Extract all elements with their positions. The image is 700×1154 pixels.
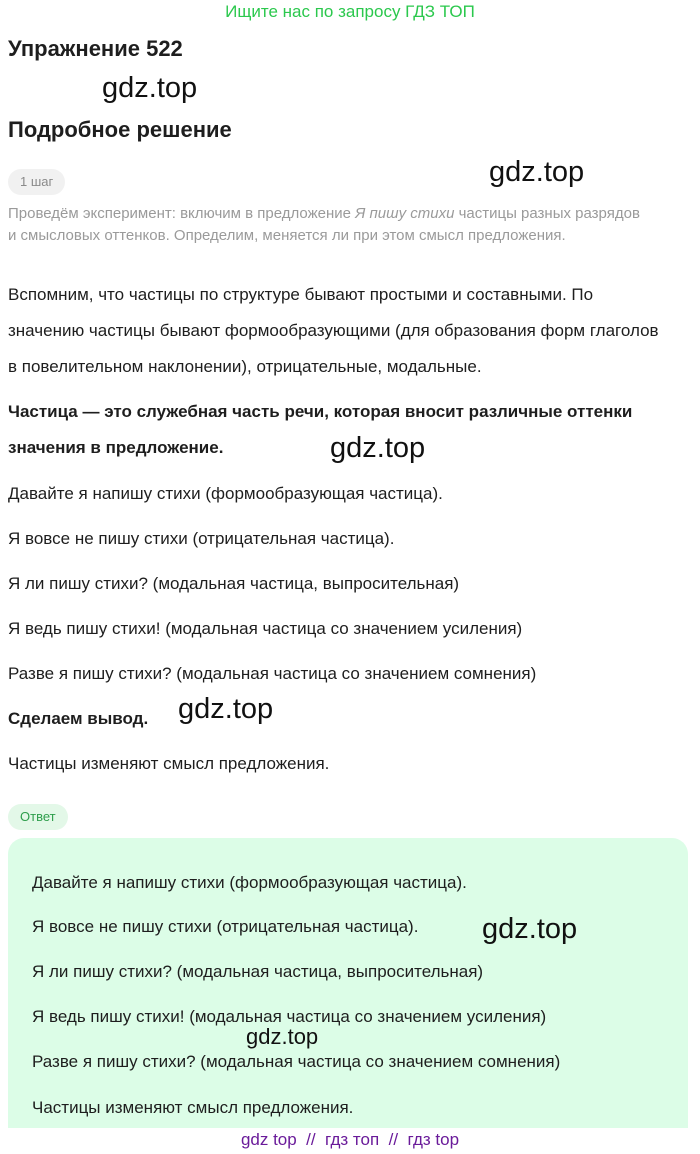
footer-links[interactable]: gdz top // гдз топ // гдз top — [240, 1130, 460, 1149]
answer-line: Разве я пишу стихи? (модальная частица со значением сомнения) — [32, 1052, 561, 1071]
conclusion-text: Частицы изменяют смысл предложения. — [8, 754, 330, 773]
watermark: gdz.top — [482, 913, 578, 945]
watermark: gdz.top — [102, 72, 198, 104]
answer-line: Давайте я напишу стихи (формообразующая частица). — [32, 873, 467, 892]
watermark: gdz.top — [489, 156, 585, 188]
intro-before: Проведём эксперимент: включим в предложение — [8, 205, 356, 222]
watermark: gdz.top — [178, 693, 274, 725]
definition-paragraph: Частица — это служебная часть речи, которая вносит различные оттенки значения в предложение. — [8, 402, 633, 457]
example-line: Разве я пишу стихи? (модальная частица со значением сомнения) — [8, 664, 537, 683]
watermark: gdz.top — [330, 432, 426, 464]
example-line: Давайте я напишу стихи (формообразующая частица). — [8, 484, 443, 503]
page-title: Упражнение 522 — [8, 36, 183, 61]
intro-after: частицы разных разрядов и смысловых оттенков. Определим, меняется ли при этом смысл предложения. — [8, 205, 640, 244]
answer-line: Я ведь пишу стихи! (модальная частица со значением усиления) — [32, 1007, 547, 1026]
intro-text — [8, 203, 648, 247]
example-line: Я вовсе не пишу стихи (отрицательная частица). — [8, 529, 395, 548]
watermark: gdz.top — [246, 1024, 319, 1049]
particles-paragraph: Вспомним, что частицы по структуре бывают простыми и составными. По значению частицы бывают формообразующими (для образования форм глаголов в повелительном наклонении), отрицательные, модальные. — [8, 285, 659, 376]
example-line: Я ли пишу стихи? (модальная частица, выпросительная) — [8, 574, 460, 593]
example-line: Я ведь пишу стихи! (модальная частица со значением усиления) — [8, 619, 523, 638]
section-title: Подробное решение — [8, 117, 232, 142]
answer-line: Я вовсе не пишу стихи (отрицательная частица). — [32, 917, 419, 936]
search-banner[interactable]: Ищите нас по запросу ГДЗ ТОП — [225, 2, 475, 21]
intro-italic: Я пишу стихи — [355, 205, 455, 222]
step-badge: 1 шаг — [8, 169, 65, 195]
answer-line: Я ли пишу стихи? (модальная частица, выпросительная) — [32, 962, 484, 981]
conclusion-label: Сделаем вывод. — [8, 709, 149, 728]
answer-line: Частицы изменяют смысл предложения. — [32, 1098, 354, 1117]
answer-badge: Ответ — [8, 804, 68, 830]
